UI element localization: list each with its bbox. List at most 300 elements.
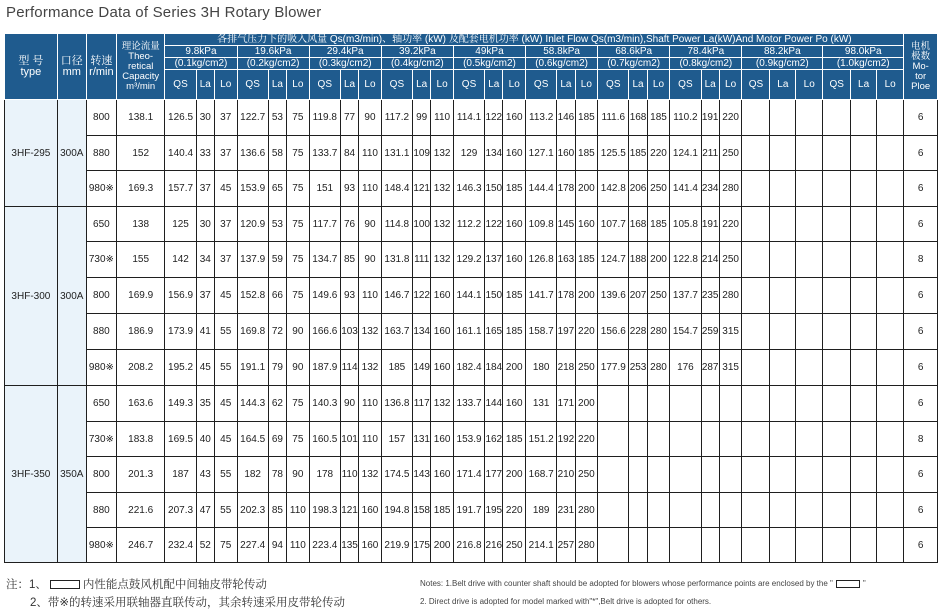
cell-value bbox=[647, 493, 670, 528]
cell-value bbox=[770, 242, 796, 278]
cell-value bbox=[877, 278, 904, 314]
header-sub-la: La bbox=[770, 70, 796, 100]
cell-speed: 880 bbox=[86, 136, 116, 171]
cell-value bbox=[770, 207, 796, 242]
table-row bbox=[5, 457, 938, 493]
cell-value: 235 bbox=[701, 278, 719, 314]
header-sub-lo: Lo bbox=[575, 70, 598, 100]
cell-capacity: 169.9 bbox=[116, 278, 164, 314]
cell-value bbox=[647, 528, 670, 563]
cell-capacity: 201.3 bbox=[116, 457, 164, 493]
cell-value: 105.8 bbox=[670, 207, 701, 242]
cell-value bbox=[701, 493, 719, 528]
header-sub-qs: QS bbox=[742, 70, 770, 100]
cell-value: 194.8 bbox=[381, 493, 412, 528]
cell-value bbox=[851, 242, 877, 278]
cell-value: 122 bbox=[485, 100, 503, 136]
cell-value: 132 bbox=[359, 350, 382, 386]
cell-value: 220 bbox=[647, 136, 670, 171]
cell-value: 143 bbox=[413, 457, 431, 493]
cell-value: 160 bbox=[503, 100, 526, 136]
cell-value: 132 bbox=[431, 171, 454, 207]
cell-value bbox=[823, 314, 851, 350]
cell-value: 90 bbox=[359, 207, 382, 242]
cell-value: 120.9 bbox=[237, 207, 268, 242]
cell-value: 253 bbox=[629, 350, 647, 386]
header-pressure: 39.2kPa bbox=[381, 46, 453, 58]
cell-value: 185 bbox=[503, 171, 526, 207]
cell-value: 250 bbox=[503, 528, 526, 563]
cell-speed: 980※ bbox=[86, 350, 116, 386]
cell-value bbox=[629, 528, 647, 563]
cell-value bbox=[701, 422, 719, 457]
cell-value: 72 bbox=[268, 314, 286, 350]
cell-value: 129.2 bbox=[453, 242, 484, 278]
cell-value: 158.7 bbox=[526, 314, 557, 350]
cell-speed: 800 bbox=[86, 457, 116, 493]
cell-value bbox=[877, 350, 904, 386]
cell-value bbox=[770, 314, 796, 350]
cell-value: 151.2 bbox=[526, 422, 557, 457]
note-cn-1 bbox=[6, 576, 267, 592]
cell-value bbox=[851, 207, 877, 242]
cell-poles: 8 bbox=[904, 422, 938, 457]
cell-value bbox=[770, 278, 796, 314]
cell-value bbox=[877, 386, 904, 422]
header-sub-la: La bbox=[340, 70, 358, 100]
cell-value: 110.2 bbox=[670, 100, 701, 136]
cell-poles: 6 bbox=[904, 100, 938, 136]
cell-value: 191.1 bbox=[237, 350, 268, 386]
table-row bbox=[5, 528, 938, 563]
cell-value: 171 bbox=[557, 386, 575, 422]
cell-value: 141.7 bbox=[526, 278, 557, 314]
cell-value: 200 bbox=[575, 278, 598, 314]
cell-value: 177 bbox=[485, 457, 503, 493]
cell-speed: 800 bbox=[86, 100, 116, 136]
cell-value: 131 bbox=[526, 386, 557, 422]
cell-value bbox=[598, 493, 629, 528]
cell-value: 280 bbox=[647, 314, 670, 350]
cell-speed: 980※ bbox=[86, 528, 116, 563]
cell-value bbox=[851, 100, 877, 136]
cell-value bbox=[877, 100, 904, 136]
cell-capacity: 221.6 bbox=[116, 493, 164, 528]
cell-value: 45 bbox=[214, 171, 237, 207]
cell-value: 220 bbox=[719, 207, 742, 242]
header-pressure-kg: (0.3kg/cm2) bbox=[309, 58, 381, 70]
cell-value bbox=[877, 457, 904, 493]
cell-value: 160 bbox=[575, 207, 598, 242]
cell-value: 126.5 bbox=[165, 100, 196, 136]
cell-value bbox=[796, 136, 823, 171]
cell-value: 200 bbox=[503, 457, 526, 493]
cell-value: 187.9 bbox=[309, 350, 340, 386]
cell-value bbox=[647, 457, 670, 493]
cell-value bbox=[742, 422, 770, 457]
cell-value: 200 bbox=[575, 386, 598, 422]
cell-value bbox=[770, 528, 796, 563]
cell-value: 133.7 bbox=[453, 386, 484, 422]
cell-value: 75 bbox=[287, 100, 310, 136]
cell-value bbox=[770, 386, 796, 422]
cell-value: 137.9 bbox=[237, 242, 268, 278]
cell-capacity: 183.8 bbox=[116, 422, 164, 457]
header-pressure-kg: (0.7kg/cm2) bbox=[598, 58, 670, 70]
cell-value: 220 bbox=[503, 493, 526, 528]
cell-value: 122.7 bbox=[237, 100, 268, 136]
cell-value: 110 bbox=[431, 100, 454, 136]
enclosure-box-small-icon bbox=[836, 580, 860, 588]
cell-value: 219.9 bbox=[381, 528, 412, 563]
cell-speed: 730※ bbox=[86, 242, 116, 278]
cell-value: 90 bbox=[340, 386, 358, 422]
cell-value: 152.8 bbox=[237, 278, 268, 314]
cell-value: 122 bbox=[413, 278, 431, 314]
cell-value: 121 bbox=[340, 493, 358, 528]
cell-value bbox=[719, 457, 742, 493]
cell-value: 216.8 bbox=[453, 528, 484, 563]
cell-value bbox=[742, 528, 770, 563]
cell-value: 280 bbox=[575, 493, 598, 528]
cell-value: 218 bbox=[557, 350, 575, 386]
cell-value: 160 bbox=[431, 314, 454, 350]
cell-value: 185 bbox=[431, 493, 454, 528]
cell-value: 234 bbox=[701, 171, 719, 207]
cell-poles: 6 bbox=[904, 136, 938, 171]
cell-value: 160 bbox=[503, 386, 526, 422]
cell-value: 151 bbox=[309, 171, 340, 207]
cell-value: 132 bbox=[431, 207, 454, 242]
cell-value bbox=[823, 207, 851, 242]
cell-value: 189 bbox=[526, 493, 557, 528]
table-row bbox=[5, 493, 938, 528]
cell-value bbox=[877, 528, 904, 563]
cell-capacity: 208.2 bbox=[116, 350, 164, 386]
cell-speed: 730※ bbox=[86, 422, 116, 457]
cell-value: 157 bbox=[381, 422, 412, 457]
cell-value bbox=[701, 528, 719, 563]
cell-value: 250 bbox=[647, 278, 670, 314]
table-row bbox=[5, 100, 938, 136]
cell-value: 45 bbox=[214, 278, 237, 314]
cell-value bbox=[770, 350, 796, 386]
header-model: 型 号 type bbox=[5, 34, 58, 100]
cell-value: 195.2 bbox=[165, 350, 196, 386]
cell-value: 207 bbox=[629, 278, 647, 314]
header-pressure: 88.2kPa bbox=[742, 46, 823, 58]
cell-capacity: 152 bbox=[116, 136, 164, 171]
header-pressure-kg: (0.9kg/cm2) bbox=[742, 58, 823, 70]
cell-poles: 6 bbox=[904, 493, 938, 528]
cell-value: 110 bbox=[340, 457, 358, 493]
header-sub-lo: Lo bbox=[214, 70, 237, 100]
cell-value: 75 bbox=[287, 136, 310, 171]
note-en-2: 2. Direct drive is adopted for model marked with"*",Belt drive is adopted for others. bbox=[420, 597, 712, 606]
cell-value: 142 bbox=[165, 242, 196, 278]
cell-value bbox=[719, 422, 742, 457]
cell-value: 45 bbox=[214, 422, 237, 457]
cell-value: 110 bbox=[359, 171, 382, 207]
cell-value: 184 bbox=[485, 350, 503, 386]
cell-value: 168 bbox=[629, 100, 647, 136]
cell-value bbox=[823, 171, 851, 207]
cell-value bbox=[598, 386, 629, 422]
cell-value: 169.8 bbox=[237, 314, 268, 350]
cell-value: 45 bbox=[196, 350, 214, 386]
cell-value: 135 bbox=[340, 528, 358, 563]
cell-value: 137.7 bbox=[670, 278, 701, 314]
cell-poles: 6 bbox=[904, 278, 938, 314]
cell-poles: 6 bbox=[904, 386, 938, 422]
cell-value: 160 bbox=[431, 350, 454, 386]
cell-value: 175 bbox=[413, 528, 431, 563]
cell-value: 122 bbox=[485, 207, 503, 242]
cell-value bbox=[742, 207, 770, 242]
note-cn-1-text: 内性能点鼓风机配中间轴皮带轮传动 bbox=[82, 579, 267, 591]
cell-value bbox=[823, 386, 851, 422]
cell-poles: 6 bbox=[904, 528, 938, 563]
cell-value bbox=[742, 457, 770, 493]
cell-value: 149.3 bbox=[165, 386, 196, 422]
cell-value: 52 bbox=[196, 528, 214, 563]
cell-value: 47 bbox=[196, 493, 214, 528]
cell-value bbox=[796, 278, 823, 314]
header-pressure: 49kPa bbox=[453, 46, 525, 58]
cell-value: 58 bbox=[268, 136, 286, 171]
cell-speed: 880 bbox=[86, 314, 116, 350]
header-pressure-kg: (0.2kg/cm2) bbox=[237, 58, 309, 70]
cell-value: 37 bbox=[196, 278, 214, 314]
cell-value: 146 bbox=[557, 100, 575, 136]
header-sub-qs: QS bbox=[598, 70, 629, 100]
cell-value: 131.1 bbox=[381, 136, 412, 171]
cell-value: 66 bbox=[268, 278, 286, 314]
cell-value bbox=[719, 493, 742, 528]
header-sub-qs: QS bbox=[526, 70, 557, 100]
cell-value: 146.7 bbox=[381, 278, 412, 314]
cell-value: 162 bbox=[485, 422, 503, 457]
cell-value: 180 bbox=[526, 350, 557, 386]
cell-value bbox=[770, 457, 796, 493]
cell-value: 200 bbox=[647, 242, 670, 278]
cell-value: 202.3 bbox=[237, 493, 268, 528]
cell-value: 75 bbox=[287, 278, 310, 314]
table-row bbox=[5, 314, 938, 350]
cell-value: 200 bbox=[431, 528, 454, 563]
cell-value: 144 bbox=[485, 386, 503, 422]
cell-value: 148.4 bbox=[381, 171, 412, 207]
cell-value: 69 bbox=[268, 422, 286, 457]
cell-value: 185 bbox=[575, 136, 598, 171]
cell-value: 62 bbox=[268, 386, 286, 422]
cell-value: 124.7 bbox=[598, 242, 629, 278]
cell-value: 37 bbox=[214, 242, 237, 278]
header-sub-la: La bbox=[413, 70, 431, 100]
header-pressure: 19.6kPa bbox=[237, 46, 309, 58]
cell-value: 157.7 bbox=[165, 171, 196, 207]
cell-value: 37 bbox=[214, 207, 237, 242]
note-en-1-end: " bbox=[862, 579, 866, 588]
cell-value bbox=[877, 242, 904, 278]
cell-value: 90 bbox=[287, 457, 310, 493]
cell-poles: 6 bbox=[904, 350, 938, 386]
cell-value: 107.7 bbox=[598, 207, 629, 242]
cell-value bbox=[851, 171, 877, 207]
cell-value bbox=[598, 528, 629, 563]
cell-value: 110 bbox=[359, 386, 382, 422]
cell-value bbox=[823, 100, 851, 136]
cell-value: 153.9 bbox=[453, 422, 484, 457]
cell-value: 55 bbox=[214, 350, 237, 386]
cell-value: 40 bbox=[196, 422, 214, 457]
cell-value: 65 bbox=[268, 171, 286, 207]
cell-value: 75 bbox=[287, 386, 310, 422]
header-main: 各排气压力下的吸入风量 Qs(m3/min)、轴功率 (kW) 及配套电机功率 (kW) Inlet Flow Qs(m3/min),Shaft Power La(kW)And Motor Power Po (kW) bbox=[165, 34, 904, 46]
cell-value: 132 bbox=[431, 136, 454, 171]
cell-value: 160 bbox=[431, 457, 454, 493]
cell-speed: 650 bbox=[86, 386, 116, 422]
cell-value bbox=[670, 457, 701, 493]
cell-value: 250 bbox=[647, 171, 670, 207]
cell-value: 110 bbox=[287, 493, 310, 528]
cell-value: 198.3 bbox=[309, 493, 340, 528]
header-sub-la: La bbox=[557, 70, 575, 100]
header-pressure-kg: (0.8kg/cm2) bbox=[670, 58, 742, 70]
cell-value: 132 bbox=[431, 242, 454, 278]
header-sub-lo: Lo bbox=[647, 70, 670, 100]
cell-value bbox=[851, 528, 877, 563]
cell-value: 280 bbox=[719, 171, 742, 207]
cell-diameter: 300A bbox=[57, 207, 86, 386]
cell-value: 37 bbox=[214, 136, 237, 171]
cell-value: 287 bbox=[701, 350, 719, 386]
enclosure-box-icon bbox=[50, 580, 80, 589]
cell-value: 182 bbox=[237, 457, 268, 493]
cell-value bbox=[851, 422, 877, 457]
table-row bbox=[5, 207, 938, 242]
cell-value: 114.8 bbox=[381, 207, 412, 242]
cell-value: 93 bbox=[340, 278, 358, 314]
cell-capacity: 246.7 bbox=[116, 528, 164, 563]
cell-value bbox=[823, 493, 851, 528]
cell-value: 191.7 bbox=[453, 493, 484, 528]
cell-value bbox=[770, 171, 796, 207]
cell-value bbox=[629, 457, 647, 493]
cell-value: 156.6 bbox=[598, 314, 629, 350]
cell-value bbox=[823, 278, 851, 314]
cell-value: 85 bbox=[340, 242, 358, 278]
cell-value: 109 bbox=[413, 136, 431, 171]
cell-value: 133.7 bbox=[309, 136, 340, 171]
cell-value: 168 bbox=[629, 207, 647, 242]
cell-value: 84 bbox=[340, 136, 358, 171]
cell-value: 250 bbox=[719, 136, 742, 171]
cell-value: 220 bbox=[575, 314, 598, 350]
cell-value: 85 bbox=[268, 493, 286, 528]
cell-value: 160 bbox=[503, 207, 526, 242]
cell-value: 185 bbox=[503, 422, 526, 457]
header-sub-qs: QS bbox=[165, 70, 196, 100]
cell-value: 37 bbox=[196, 171, 214, 207]
cell-value: 163 bbox=[557, 242, 575, 278]
cell-value: 178 bbox=[557, 278, 575, 314]
cell-value: 166.6 bbox=[309, 314, 340, 350]
cell-value: 200 bbox=[503, 350, 526, 386]
header-poles: 电机 极数 Mo- tor Ploe bbox=[904, 34, 938, 100]
cell-value: 150 bbox=[485, 278, 503, 314]
cell-value: 59 bbox=[268, 242, 286, 278]
cell-value: 168.7 bbox=[526, 457, 557, 493]
cell-value: 185 bbox=[647, 100, 670, 136]
cell-value: 131 bbox=[413, 422, 431, 457]
cell-speed: 800 bbox=[86, 278, 116, 314]
cell-value bbox=[670, 386, 701, 422]
cell-value: 145 bbox=[557, 207, 575, 242]
cell-value: 206 bbox=[629, 171, 647, 207]
cell-value: 111.6 bbox=[598, 100, 629, 136]
note-en-1-text: Notes: 1.Belt drive with counter shaft should be adopted for blowers whose performance points are enclosed by the " bbox=[420, 579, 833, 588]
cell-value bbox=[823, 457, 851, 493]
cell-value: 207.3 bbox=[165, 493, 196, 528]
cell-diameter: 350A bbox=[57, 386, 86, 563]
cell-value: 192 bbox=[557, 422, 575, 457]
cell-value: 178 bbox=[557, 171, 575, 207]
cell-value: 173.9 bbox=[165, 314, 196, 350]
cell-value: 55 bbox=[214, 457, 237, 493]
header-sub-lo: Lo bbox=[877, 70, 904, 100]
cell-value: 214.1 bbox=[526, 528, 557, 563]
cell-value: 127.1 bbox=[526, 136, 557, 171]
cell-value: 122.8 bbox=[670, 242, 701, 278]
cell-value: 144.4 bbox=[526, 171, 557, 207]
header-pressure: 98.0kPa bbox=[823, 46, 904, 58]
cell-value bbox=[796, 207, 823, 242]
cell-speed: 880 bbox=[86, 493, 116, 528]
cell-value bbox=[742, 493, 770, 528]
cell-value bbox=[742, 350, 770, 386]
cell-value: 185 bbox=[647, 207, 670, 242]
cell-diameter: 300A bbox=[57, 100, 86, 207]
header-sub-qs: QS bbox=[823, 70, 851, 100]
cell-value: 227.4 bbox=[237, 528, 268, 563]
cell-value: 160 bbox=[359, 493, 382, 528]
cell-value: 156.9 bbox=[165, 278, 196, 314]
header-pressure-kg: (0.6kg/cm2) bbox=[526, 58, 598, 70]
cell-value: 90 bbox=[287, 314, 310, 350]
cell-value: 129 bbox=[453, 136, 484, 171]
cell-value: 125.5 bbox=[598, 136, 629, 171]
note-cn-2: 2、带※的转速采用联轴器直联传动，其余转速采用皮带轮传动 bbox=[30, 597, 346, 609]
cell-value bbox=[823, 350, 851, 386]
cell-value bbox=[823, 136, 851, 171]
cell-value: 315 bbox=[719, 314, 742, 350]
cell-value: 121 bbox=[413, 171, 431, 207]
cell-value: 126.8 bbox=[526, 242, 557, 278]
cell-value: 134 bbox=[413, 314, 431, 350]
cell-value bbox=[851, 278, 877, 314]
cell-value: 110 bbox=[359, 422, 382, 457]
cell-value: 109.8 bbox=[526, 207, 557, 242]
cell-value: 220 bbox=[719, 100, 742, 136]
cell-value: 132 bbox=[359, 457, 382, 493]
cell-value bbox=[796, 386, 823, 422]
table-row bbox=[5, 136, 938, 171]
cell-value bbox=[742, 386, 770, 422]
cell-value: 174.5 bbox=[381, 457, 412, 493]
cell-value: 140.4 bbox=[165, 136, 196, 171]
cell-value: 250 bbox=[575, 350, 598, 386]
